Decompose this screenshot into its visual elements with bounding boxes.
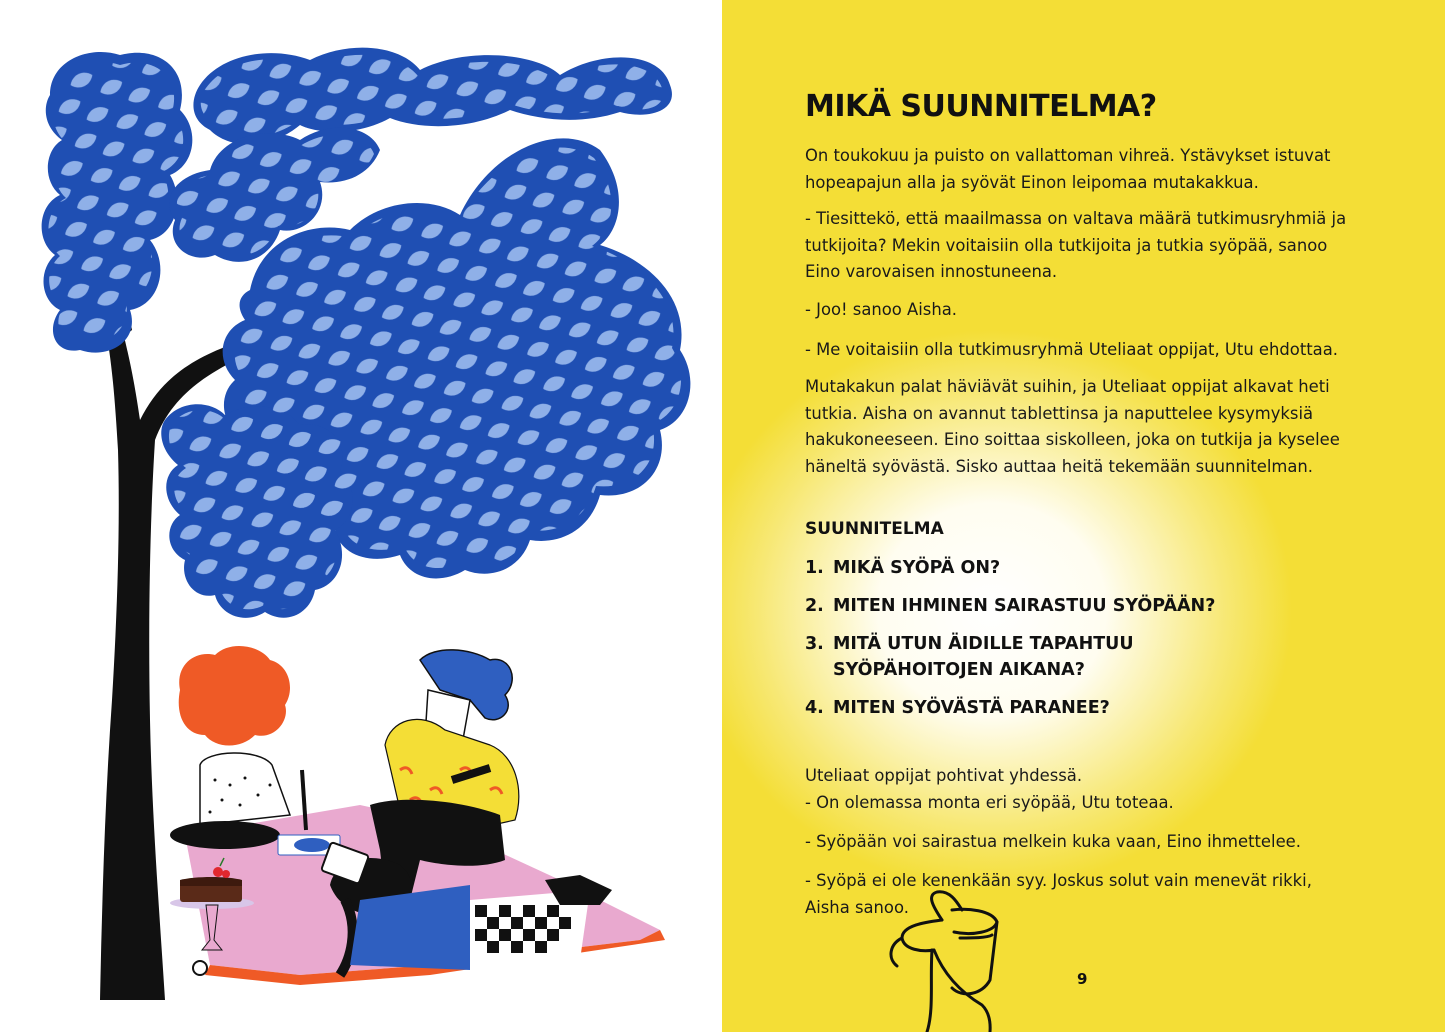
plan-item bbox=[805, 631, 1163, 683]
plan-item-text: MITÄ UTUN ÄIDILLE TAPAHTUU SYÖPÄHOITOJEN AIKANA? bbox=[833, 634, 1134, 680]
page-title: MIKÄ SUUNNITELMA? bbox=[805, 89, 1157, 124]
plan-item bbox=[805, 555, 1345, 581]
hand-holding-cup-icon bbox=[872, 880, 1022, 1032]
page-number: 9 bbox=[1077, 970, 1088, 988]
outro-paragraph-2: - On olemassa monta eri syöpää, Utu toteaa. bbox=[805, 793, 1174, 812]
plan-item-number: 3. bbox=[805, 634, 824, 654]
plan-list bbox=[805, 555, 1345, 721]
plan-item-text: MITEN SYÖVÄSTÄ PARANEE? bbox=[833, 698, 1110, 718]
outro-paragraph-3: - Syöpään voi sairastua melkein kuka vaan, Eino ihmettelee. bbox=[805, 832, 1301, 851]
intro-paragraph-1: On toukokuu ja puisto on vallattoman vihreä. Ystävykset istuvat hopeapajun alla ja syövät Einon leipomaa mutakakkua. bbox=[805, 146, 1331, 192]
plan-item-text: MITEN IHMINEN SAIRASTUU SYÖPÄÄN? bbox=[833, 596, 1216, 616]
intro-paragraph-3: - Joo! sanoo Aisha. bbox=[805, 300, 957, 319]
intro-paragraph-4: - Me voitaisiin olla tutkimusryhmä Uteliaat oppijat, Utu ehdottaa. bbox=[805, 340, 1338, 359]
intro-paragraph-5: Mutakakun palat häviävät suihin, ja Uteliaat oppijat alkavat heti tutkia. Aisha on avannut tablettinsa ja naputtelee kysymyksiä hakukoneeseen. Eino soittaa siskolleen, joka on tutkija ja kyselee häneltä syövästä. Sisko auttaa heitä tekemään suunnitelman. bbox=[805, 377, 1340, 476]
text-page bbox=[722, 0, 1445, 1032]
plan-item-text: MIKÄ SYÖPÄ ON? bbox=[833, 558, 1001, 578]
plan-item bbox=[805, 593, 1345, 619]
plan-item-number: 2. bbox=[805, 596, 824, 616]
tree-icon bbox=[0, 0, 722, 1032]
outro-paragraph-4: - Syöpä ei ole kenenkään syy. Joskus solut vain menevät rikki, Aisha sanoo. bbox=[805, 871, 1312, 917]
outro-paragraph-1: Uteliaat oppijat pohtivat yhdessä. bbox=[805, 766, 1083, 785]
plan-item-number: 1. bbox=[805, 558, 824, 578]
plan-heading: SUUNNITELMA bbox=[805, 519, 944, 539]
illustration-page bbox=[0, 0, 722, 1032]
plan-item bbox=[805, 695, 1345, 721]
plan-item-number: 4. bbox=[805, 698, 824, 718]
intro-paragraph-2: - Tiesittekö, että maailmassa on valtava määrä tutkimusryhmiä ja tutkijoita? Mekin voitaisiin olla tutkijoita ja tutkia syöpää, sanoo Eino varovaisen innostuneena. bbox=[805, 209, 1347, 281]
